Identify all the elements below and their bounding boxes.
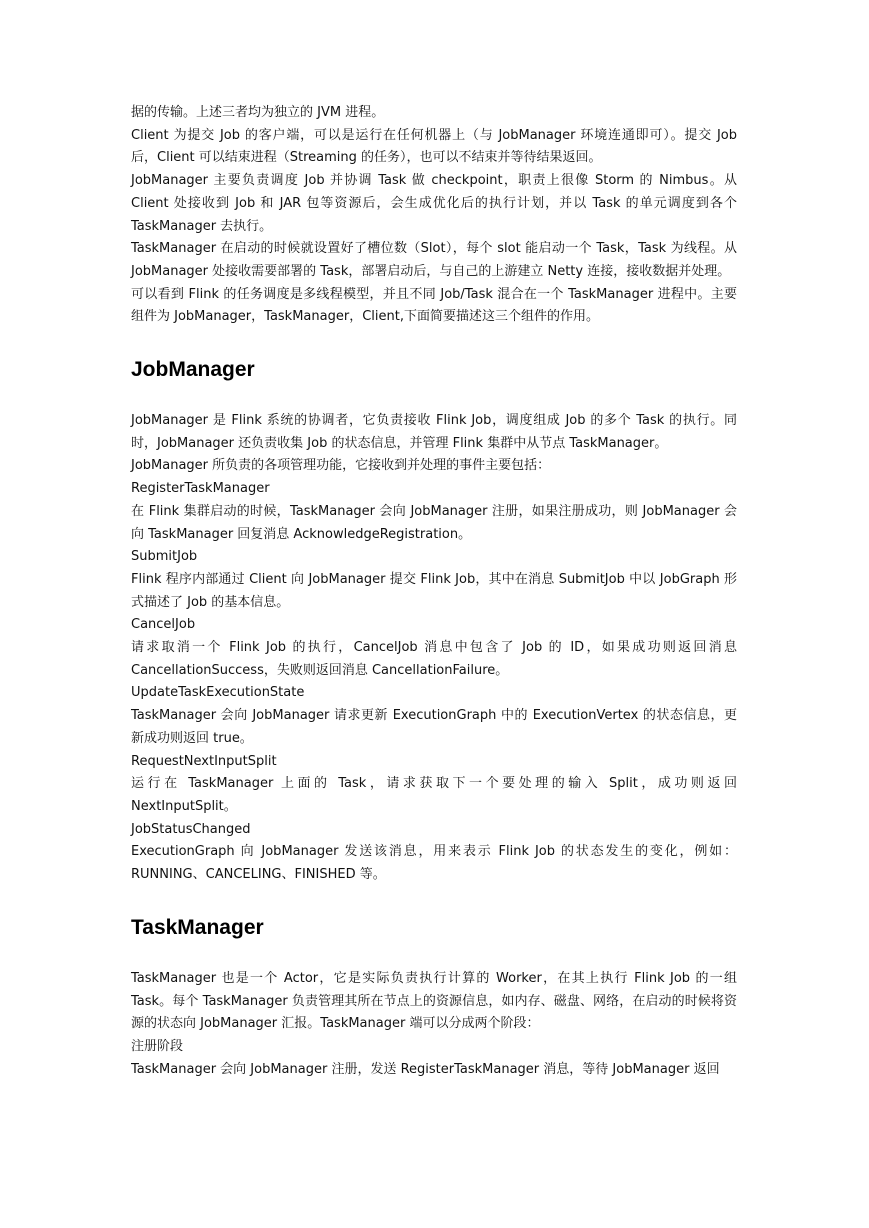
event-name-canceljob: CancelJob [131, 617, 196, 633]
intro-paragraph-taskmanager: TaskManager 在启动的时候就设置好了槽位数（Slot），每个 slot 能启动一个 Task，Task 为线程。从 JobManager 处接收需要部署的 Task，部署启动后，与自己的上游建立 Netty 连接，接收数据并处理。 [131, 241, 737, 279]
taskmanager-paragraph: TaskManager 会向 JobManager 注册，发送 RegisterTaskManager 消息，等待 JobManager 返回 [131, 1061, 720, 1077]
event-description: ExecutionGraph 向 JobManager 发送该消息，用来表示 Flink Job 的状态发生的变化，例如：RUNNING、CANCELING、FINISHED 等。 [131, 844, 737, 883]
intro-paragraph-jobmanager: JobManager 主要负责调度 Job 并协调 Task 做 checkpoint，职责上很像 Storm 的 Nimbus。从 Client 处接收到 Job 和 JAR 包等资源后，会生成优化后的执行计划，并以 Task 的单元调度到各个 TaskManager 去执行。 [131, 173, 737, 234]
section-heading-taskmanager: TaskManager [131, 915, 264, 939]
event-name-jobstatuschanged: JobStatusChanged [131, 821, 251, 837]
phase-name-registration: 注册阶段 [131, 1038, 184, 1054]
intro-paragraph-1: 据的传输。上述三者均为独立的 JVM 进程。 [131, 105, 385, 120]
jobmanager-paragraph: JobManager 是 Flink 系统的协调者，它负责接收 Flink Job，调度组成 Job 的多个 Task 的执行。同时，JobManager 还负责收集 Job 的状态信息，并管理 Flink 集群中从节点 TaskManager。 [131, 413, 737, 451]
document-body [131, 102, 737, 1081]
section-heading-jobmanager: JobManager [131, 358, 255, 382]
event-description: 请求取消一个 Flink Job 的执行，CancelJob 消息中包含了 Job 的 ID，如果成功则返回消息 CancellationSuccess，失败则返回消息 CancellationFailure。 [131, 640, 737, 678]
event-description: Flink 程序内部通过 Client 向 JobManager 提交 Flink Job，其中在消息 SubmitJob 中以 JobGraph 形式描述了 Job 的基本信息。 [131, 571, 737, 610]
event-name-registertaskmanager: RegisterTaskManager [131, 481, 270, 497]
event-name-requestnextinputsplit: RequestNextInputSplit [131, 753, 277, 769]
event-name-updatetaskexecutionstate: UpdateTaskExecutionState [131, 685, 305, 701]
event-description: 运行在 TaskManager 上面的 Task，请求获取下一个要处理的输入 Split，成功则返回 NextInputSplit。 [131, 776, 737, 814]
event-description: 在 Flink 集群启动的时候，TaskManager 会向 JobManager 注册，如果注册成功，则 JobManager 会向 TaskManager 回复消息 AcknowledgeRegistration。 [131, 503, 737, 542]
intro-paragraph-client: Client 为提交 Job 的客户端，可以是运行在任何机器上（与 JobManager 环境连通即可）。提交 Job 后，Client 可以结束进程（Streaming 的任务），也可以不结束并等待结果返回。 [131, 127, 737, 166]
intro-paragraph-summary: 可以看到 Flink 的任务调度是多线程模型，并且不同 Job/Task 混合在一个 TaskManager 进程中。主要组件为 JobManager，TaskManager，Client,下面简要描述这三个组件的作用。 [131, 286, 737, 325]
event-name-submitjob: SubmitJob [131, 549, 198, 565]
event-description: TaskManager 会向 JobManager 请求更新 ExecutionGraph 中的 ExecutionVertex 的状态信息，更新成功则返回 true。 [131, 708, 737, 746]
jobmanager-paragraph: JobManager 所负责的各项管理功能，它接收到并处理的事件主要包括： [131, 458, 551, 474]
taskmanager-paragraph: TaskManager 也是一个 Actor，它是实际负责执行计算的 Worker，在其上执行 Flink Job 的一组 Task。每个 TaskManager 负责管理其所在节点上的资源信息，如内存、磁盘、网络，在启动的时候将资源的状态向 JobManager 汇报。TaskManager 端可以分成两个阶段： [131, 970, 737, 1032]
